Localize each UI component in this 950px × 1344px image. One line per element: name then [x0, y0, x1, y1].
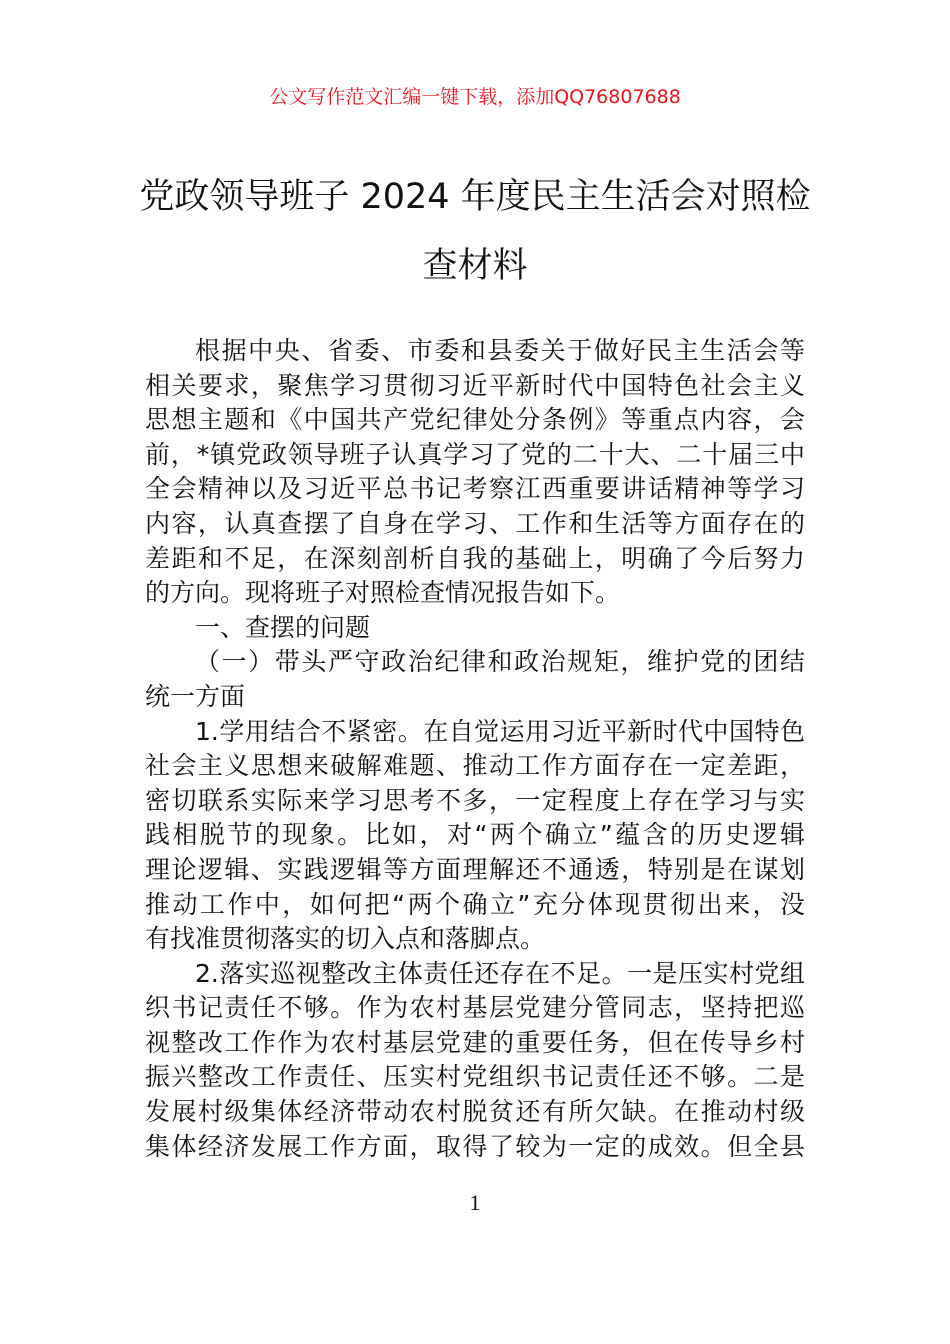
- text-line: 2.落实巡视整改主体责任还存在不足。一是压实村党组: [195, 958, 805, 988]
- paragraph: [145, 957, 805, 1165]
- document-title-line-2: 查材料: [422, 246, 528, 286]
- text-line: （一）带头严守政治纪律和政治规矩，维护党的团结: [195, 647, 805, 677]
- text-line: 一、查摆的问题: [195, 612, 371, 642]
- text-line: 前，*镇党政领导班子认真学习了党的二十大、二十届三中: [145, 439, 805, 469]
- text-line: 理论逻辑、实践逻辑等方面理解还不通透，特别是在谋划: [145, 854, 805, 884]
- text-line: 践相脱节的现象。比如，对“两个确立”蕴含的历史逻辑: [145, 820, 805, 850]
- document-body: [145, 334, 805, 1164]
- paragraph: [145, 645, 805, 714]
- text-line: 根据中央、省委、市委和县委关于做好民主生活会等: [195, 336, 805, 365]
- text-line: 内容，认真查摆了自身在学习、工作和生活等方面存在的: [145, 508, 805, 538]
- text-line: 集体经济发展工作方面，取得了较为一定的成效。但全县: [145, 1131, 805, 1161]
- paragraph: [145, 611, 805, 646]
- text-line: 社会主义思想来破解难题、推动工作方面存在一定差距，: [145, 751, 805, 781]
- document-title-line-1: 党政领导班子 2024 年度民主生活会对照检: [139, 177, 811, 217]
- text-line: 推动工作中，如何把“两个确立”充分体现贯彻出来，没: [145, 889, 805, 919]
- text-line: 的方向。现将班子对照检查情况报告如下。: [145, 578, 621, 608]
- download-notice-link[interactable]: 公文写作范文汇编一键下载，添加QQ76807688: [269, 86, 681, 108]
- text-line: 密切联系实际来学习思考不多，一定程度上存在学习与实: [145, 785, 805, 815]
- text-line: 差距和不足，在深刻剖析自我的基础上，明确了今后努力: [145, 543, 805, 573]
- text-line: 视整改工作作为农村基层党建的重要任务，但在传导乡村: [145, 1027, 805, 1057]
- text-line: 相关要求，聚焦学习贯彻习近平新时代中国特色社会主义: [145, 370, 805, 400]
- page-number: 1: [469, 1190, 481, 1215]
- text-line: 织书记责任不够。作为农村基层党建分管同志，坚持把巡: [145, 993, 805, 1023]
- paragraph: [145, 715, 805, 957]
- text-line: 全会精神以及习近平总书记考察江西重要讲话精神等学习: [145, 474, 805, 504]
- text-line: 1.学用结合不紧密。在自觉运用习近平新时代中国特色: [195, 716, 805, 746]
- text-line: 思想主题和《中国共产党纪律处分条例》等重点内容，会: [145, 405, 805, 435]
- paragraph: [145, 334, 805, 611]
- text-line: 有找准贯彻落实的切入点和落脚点。: [145, 924, 546, 954]
- text-line: 发展村级集体经济带动农村脱贫还有所欠缺。在推动村级: [145, 1097, 805, 1127]
- text-line: 振兴整改工作责任、压实村党组织书记责任还不够。二是: [145, 1062, 805, 1092]
- text-line: 统一方面: [145, 681, 246, 711]
